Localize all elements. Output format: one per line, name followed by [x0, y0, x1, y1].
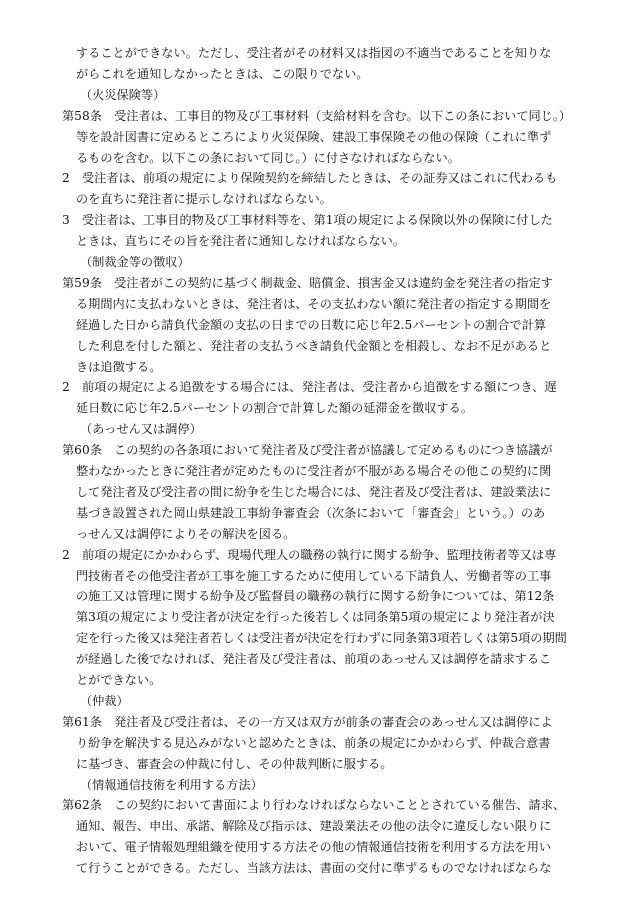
section-heading: （情報通信技術を利用する方法）: [80, 777, 263, 792]
section-heading: （あっせん又は調停）: [80, 422, 202, 437]
section-heading: （火災保険等）: [80, 87, 166, 102]
text-line: るものを含む。以下この条において同じ。）に付さなければならない。: [76, 150, 460, 165]
text-line: に基づき、審査会の仲裁に付し、その仲裁判断に服する。: [76, 756, 393, 771]
article-start-line: 第59条 受注者がこの契約に基づく制裁金、賠償金、損害金又は違約金を発注者の指定す: [62, 275, 553, 290]
text-line: ときは、直ちにその旨を発注者に通知しなければならない。: [76, 234, 406, 249]
text-line: が経過した後でなければ、発注者及び受注者は、前項のあっせん又は調停を請求するこ: [76, 652, 552, 667]
text-line: した利息を付した額と、発注者の支払うべき請負代金額とを相殺し、なお不足があると: [76, 338, 552, 353]
text-line: 経過した日から請負代金額の支払の日までの日数に応じ年2.5パーセントの割合で計算: [76, 317, 547, 332]
text-line: して発注者及び受注者の間に紛争を生じた場合には、発注者及び受注者は、建設業法に: [76, 484, 552, 499]
text-line: 第3項の規定により受注者が決定を行った後若しくは同条第5項の規定により発注者が決: [76, 610, 555, 625]
text-line: 等を設計図書に定めるところにより火災保険、建設工事保険その他の保険（これに準ず: [76, 129, 552, 144]
paragraph-start-line: 2 前項の規定による追徴をする場合には、発注者は、受注者から追徴をする額につき、遅: [62, 380, 557, 395]
text-line: る期間内に支払わないときは、発注者は、その支払わない額に発注者の指定する期間を: [76, 296, 552, 311]
paragraph-start-line: 2 受注者は、前項の規定により保険契約を締結したときは、その証券又はこれに代わるも: [62, 171, 558, 186]
article-start-line: 第58条 受注者は、工事目的物及び工事材料（支給材料を含む。以下この条において同じ。）: [62, 108, 572, 123]
text-line: っせん又は調停によりその解決を図る。: [76, 526, 296, 541]
paragraph-start-line: 3 受注者は、工事目的物及び工事材料等を、第1項の規定による保険以外の保険に付した: [62, 213, 553, 228]
text-line: 通知、報告、申出、承諾、解除及び指示は、建設業法その他の法令に違反しない限りに: [76, 819, 552, 834]
text-line: 延日数に応じ年2.5パーセントの割合で計算した額の延滞金を徴収する。: [76, 401, 473, 416]
text-line: 整わなかったときに発注者が定めたものに受注者が不服がある場合その他この契約に関: [76, 464, 552, 478]
text-line: の施工又は管理に関する紛争及び監督員の職務の執行に関する紛争については、第12条: [76, 589, 555, 604]
text-line: とができない。: [76, 673, 162, 687]
text-line: 定を行った後又は発注者若しくは受注者が決定を行わずに同条第3項若しくは第5項の期間: [76, 631, 567, 646]
text-line: 門技術者その他受注者が工事を施工するために使用している下請負人、労働者等の工事: [76, 568, 552, 583]
article-start-line: 第61条 発注者及び受注者は、その一方又は双方が前条の審査会のあっせん又は調停によ: [62, 714, 553, 729]
text-line: り紛争を解決する見込みがないと認めたときは、前条の規定にかかわらず、仲裁合意書: [76, 735, 551, 750]
text-line: のを直ちに発注者に提示しなければならない。: [76, 192, 332, 207]
section-heading: （仲裁）: [80, 693, 129, 708]
text-line: 基づき設置された岡山県建設工事紛争審査会（次条において「審査会」という。）のあ: [76, 505, 546, 520]
text-line: きは追徴する。: [76, 359, 162, 374]
paragraph-start-line: 2 前項の規定にかかわらず、現場代理人の職務の執行に関する紛争、監理技術者等又は専: [62, 547, 557, 562]
text-line: がらこれを通知しなかったときは、この限りでない。: [76, 66, 369, 81]
article-start-line: 第60条 この契約の各条項において発注者及び受注者が協議して定めるものにつき協議が: [62, 443, 553, 458]
article-start-line: 第62条 この契約において書面により行わなければならないこととされている催告、請求、: [62, 798, 566, 813]
section-heading: （制裁金等の徴収）: [80, 255, 190, 269]
text-line: おいて、電子情報処理組織を使用する方法その他の情報通信技術を利用する方法を用い: [76, 840, 552, 855]
text-line: することができない。ただし、受注者がその材料又は指図の不適当であることを知りな: [76, 46, 552, 60]
text-line: て行うことができる。ただし、当該方法は、書面の交付に準ずるものでなければならな: [76, 861, 552, 876]
